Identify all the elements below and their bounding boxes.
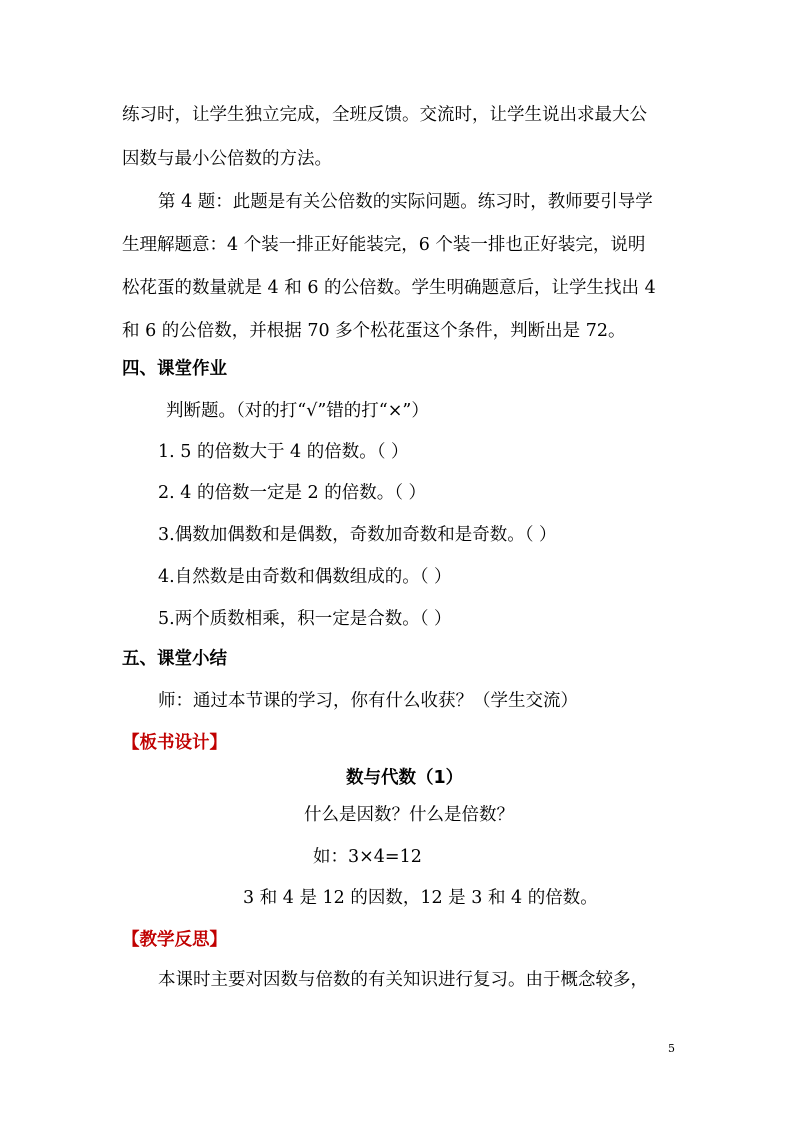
board-line: 如：3×4=12 — [313, 847, 422, 867]
board-design-heading: 【板书设计】 — [122, 733, 227, 753]
paragraph-line: 因数与最小公倍数的方法。 — [122, 149, 332, 169]
homework-item: 1. 5 的倍数大于 4 的倍数。（ ） — [158, 442, 409, 462]
section-heading-summary: 五、课堂小结 — [122, 649, 227, 669]
homework-item: 2. 4 的倍数一定是 2 的倍数。（ ） — [158, 483, 427, 503]
board-line: 什么是因数？什么是倍数？ — [304, 805, 514, 825]
board-line: 3 和 4 是 12 的因数，12 是 3 和 4 的倍数。 — [243, 888, 598, 908]
reflection-text: 本课时主要对因数与倍数的有关知识进行复习。由于概念较多， — [158, 970, 648, 990]
paragraph-line: 第 4 题：此题是有关公倍数的实际问题。练习时，教师要引导学 — [158, 192, 653, 212]
board-title: 数与代数（1） — [346, 768, 464, 788]
paragraph-line: 练习时，让学生独立完成，全班反馈。交流时，让学生说出求最大公 — [122, 105, 647, 125]
paragraph-line: 和 6 的公倍数，并根据 70 多个松花蛋这个条件，判断出是 72。 — [122, 321, 626, 341]
homework-item: 4.自然数是由奇数和偶数组成的。（ ） — [158, 567, 452, 587]
section-heading-homework: 四、课堂作业 — [122, 359, 227, 379]
page-number: 5 — [668, 1042, 675, 1055]
paragraph-line: 生理解题意：4 个装一排正好能装完，6 个装一排也正好装完，说明 — [122, 235, 646, 255]
reflection-heading: 【教学反思】 — [122, 930, 227, 950]
homework-item: 5.两个质数相乘，积一定是合数。（ ） — [158, 609, 452, 629]
paragraph-line: 松花蛋的数量就是 4 和 6 的公倍数。学生明确题意后，让学生找出 4 — [122, 278, 656, 298]
homework-intro: 判断题。（对的打“√”错的打“×”） — [166, 401, 429, 421]
homework-item: 3.偶数加偶数和是偶数，奇数加奇数和是奇数。（ ） — [158, 525, 557, 545]
summary-text: 师：通过本节课的学习，你有什么收获？（学生交流） — [158, 691, 578, 711]
